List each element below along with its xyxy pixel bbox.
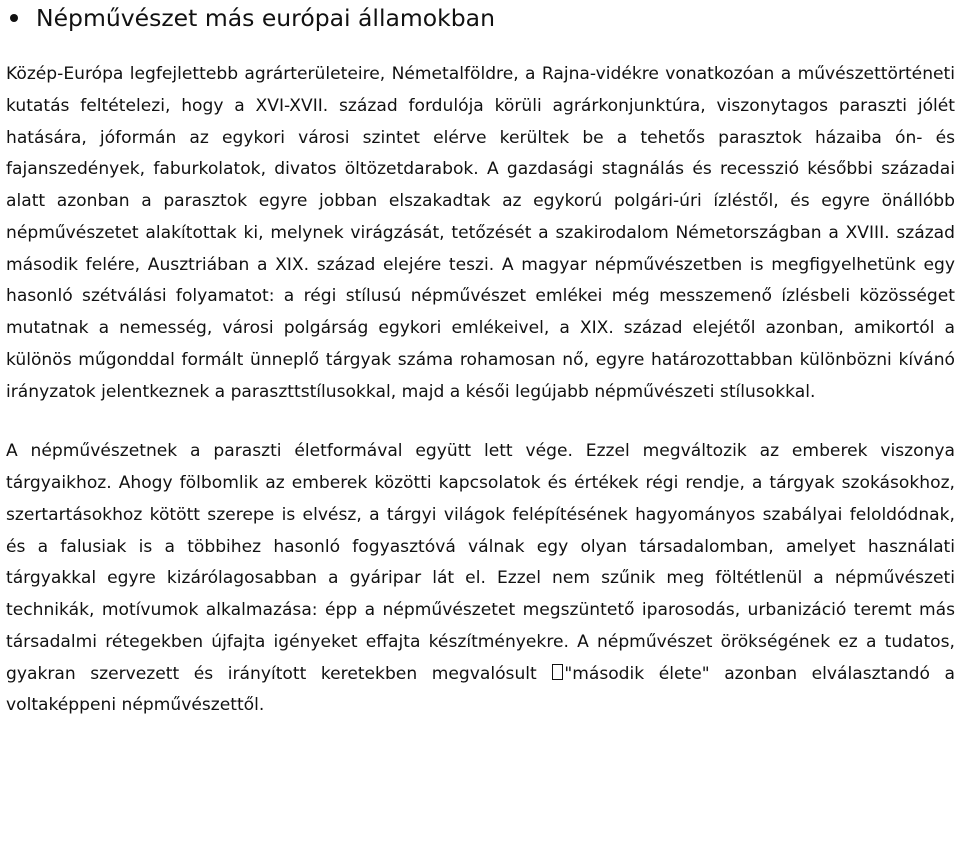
bullet-icon — [10, 14, 18, 22]
paragraph-2-text-end: "második élete" azonban elválasztandó a voltaképpeni népművészettől. — [6, 663, 955, 716]
paragraph-1: Közép-Európa legfejlettebb agrárterületeire, Németalföldre, a Rajna-vidékre vonatkozóan a művészettörténeti kutatás feltételezi, hogy a XVI-XVII. század fordulója körüli agrárkonjunktúra, viszonytagos paraszti jólét hatására, jóformán az egykori városi szintet elérve kerültek be a tehetős parasztok házaiba ón- és fajanszedények, faburkolatok, divatos öltözetdarabok. A gazdasági stagnálás és recesszió későbbi századai alatt azonban a parasztok egyre jobban elszakadtak az egykorú polgári-úri ízléstől, és egyre önállóbb népművészetet alakítottak ki, melynek virágzását, tetőzését a szakirodalom Németországban a XVIII. század második felére, Ausztriában a XIX. század elejére teszi. A magyar népművészetben is megfigyelhetünk egy hasonló szétválási folyamatot: a régi stílusú népművészet emlékei még messzemenő ízlésbeli közösséget mutatnak a nemesség, városi polgárság egykori emlékeivel, a XIX. század elejétől azonban, amikortól a különös műgonddal formált ünneplő tárgyak száma rohamosan nő, egyre határozottabban különbözni kívánó irányzatok jelentkeznek a paraszttstílusokkal, majd a késői legújabb népművészeti stílusokkal. — [6, 64, 955, 402]
paragraph-2 — [6, 436, 955, 722]
paragraph-2-text-start: A népművészetnek a paraszti életformával együtt lett vége. Ezzel megváltozik az emberek viszonya tárgyaikhoz. Ahogy fölbomlik az emberek közötti kapcsolatok és értékek régi rendje, a tárgyak szokásokhoz, szertartásokhoz kötött szerepe is elvész, a tárgyi világok felépítésének hagyományos szabályai feloldódnak, és a falusiak is a többihez hasonló fogyasztóvá válnak egy olyan társadalomban, amelyet használati tárgyakkal egyre kizárólagosabban a gyáripar lát el. Ezzel nem szűnik meg föltétlenül a népművészeti technikák, motívumok alkalmazása: épp a népművészetet megszüntető iparosodás, urbanizáció teremt más társadalmi rétegekben újfajta igényeket effajta készítményekre. A népművészet örökségének ez a tudatos, gyakran szervezett és irányított keretekben megvalósult — [6, 441, 955, 684]
section-heading-text: Népművészet más európai államokban — [36, 4, 495, 32]
missing-glyph-box-icon — [552, 664, 563, 680]
section-heading — [6, 0, 955, 34]
